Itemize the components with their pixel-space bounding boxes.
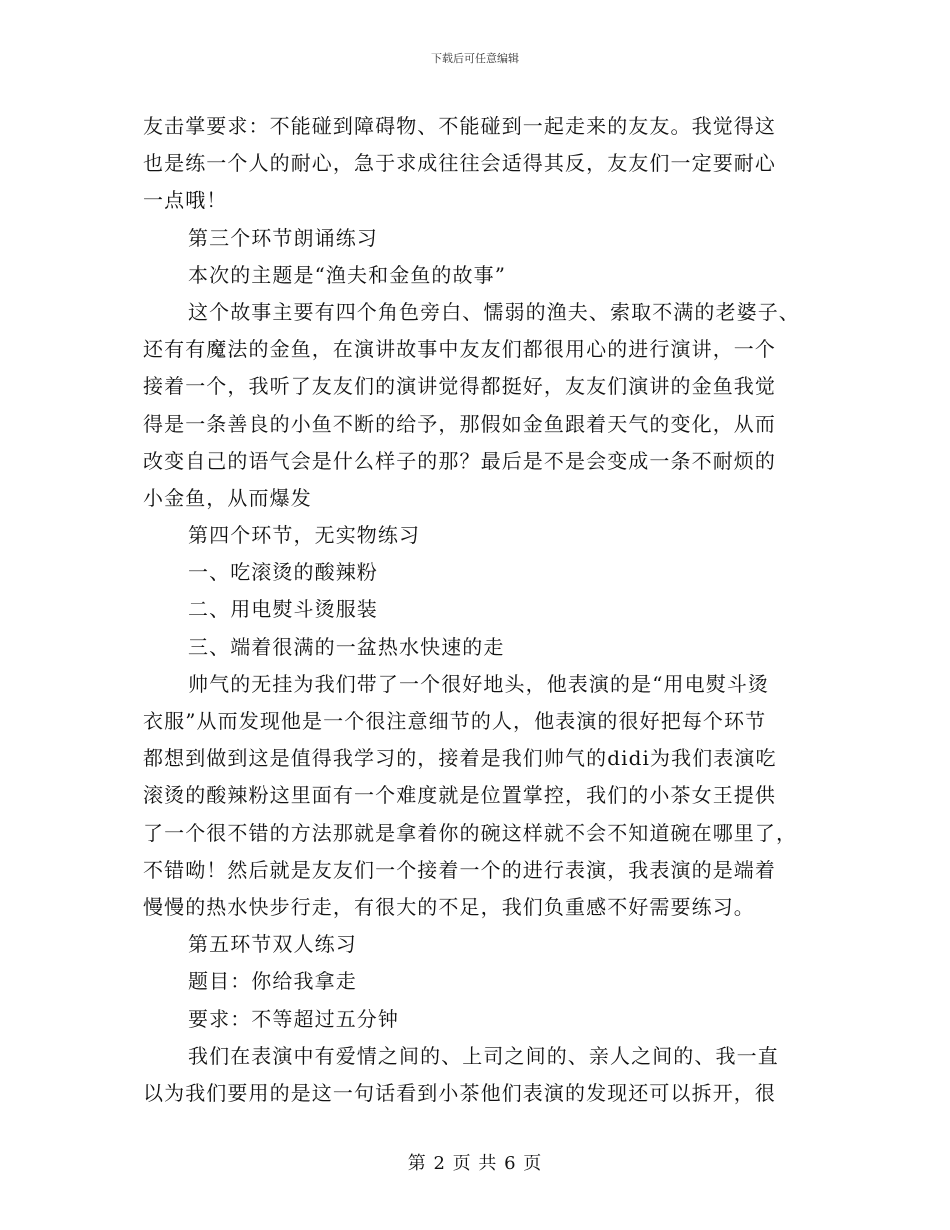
text-line: 第四个环节，无实物练习 [188,523,421,548]
text-line: 也是练一个人的耐心，急于求成往往会适得其反，友友们一定要耐心 [143,151,776,176]
text-line: 一、吃滚烫的酸辣粉 [188,560,378,585]
text-line: 二、用电熨斗烫服装 [188,597,378,622]
text-line: 小金鱼，从而爆发 [143,485,312,510]
text-line: 第五环节双人练习 [188,932,357,957]
text-line: 帅气的无挂为我们带了一个很好地头，他表演的是“用电熨斗烫 [188,671,770,696]
text-line: 要求：不等超过五分钟 [188,1006,399,1031]
text-line: 三、端着很满的一盆热水快速的走 [188,634,505,659]
text-line: 还有有魔法的金鱼，在演讲故事中友友们都很用心的进行演讲，一个 [143,337,776,362]
text-line: 接着一个，我听了友友们的演讲觉得都挺好，友友们演讲的金鱼我觉 [143,374,776,399]
text-line: 都想到做到这是值得我学习的，接着是我们帅气的didi为我们表演吃 [143,746,777,771]
text-line: 题目：你给我拿走 [188,969,357,994]
text-line: 友击掌要求：不能碰到障碍物、不能碰到一起走来的友友。我觉得这 [143,114,776,138]
text-line: 我们在表演中有爱情之间的、上司之间的、亲人之间的、我一直 [188,1043,779,1068]
text-line: 第三个环节朗诵练习 [188,225,378,250]
page-header: 下载后可任意编辑 [431,52,519,65]
text-line: 慢慢的热水快步行走，有很大的不足，我们负重感不好需要练习。 [143,894,755,919]
text-line: 了一个很不错的方法那就是拿着你的碗这样就不会不知道碗在哪里了， [143,820,798,845]
text-line: 改变自己的语气会是什么样子的那？最后是不是会变成一条不耐烦的 [143,448,776,473]
text-line: 衣服”从而发现他是一个很注意细节的人，他表演的很好把每个环节 [143,709,767,733]
text-line: 以为我们要用的是这一句话看到小茶他们表演的发现还可以拆开，很 [143,1080,776,1105]
text-line: 这个故事主要有四个角色旁白、懦弱的渔夫、索取不满的老婆子、 [188,299,800,324]
document-body [143,108,815,1112]
page-footer: 第 2 页 共 6 页 [407,1153,543,1174]
text-line: 本次的主题是“渔夫和金鱼的故事” [188,262,507,287]
text-line: 得是一条善良的小鱼不断的给予，那假如金鱼跟着天气的变化，从而 [143,411,776,436]
text-line: 不错呦！然后就是友友们一个接着一个的进行表演，我表演的是端着 [143,857,776,882]
text-line: 滚烫的酸辣粉这里面有一个难度就是位置掌控，我们的小茶女王提供 [143,783,776,808]
text-line: 一点哦！ [143,188,228,213]
